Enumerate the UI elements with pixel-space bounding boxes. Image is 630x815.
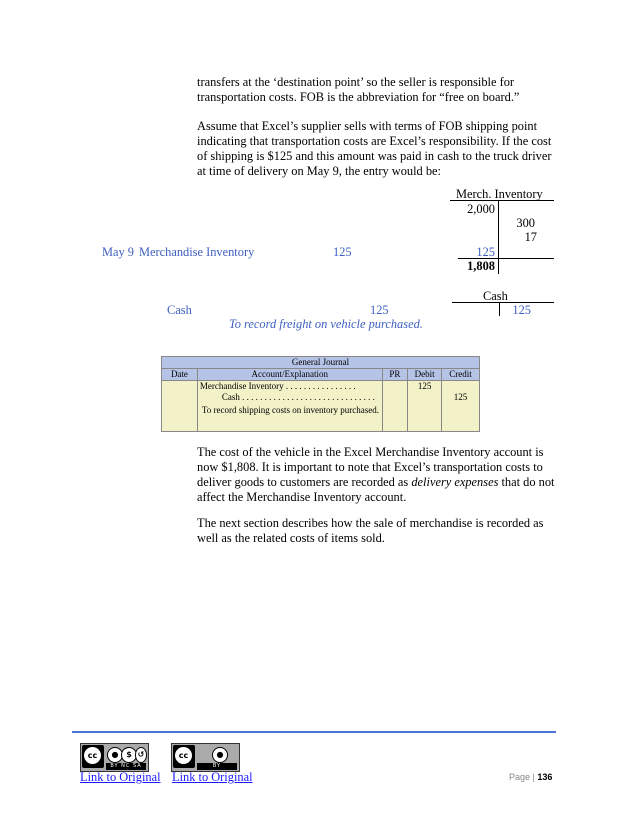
footer-rule xyxy=(72,731,556,733)
journal-credit-amount: 125 xyxy=(453,392,468,402)
journal-cell-account xyxy=(197,381,382,432)
page-indicator xyxy=(509,772,552,782)
journal-header-credit: Credit xyxy=(442,369,480,381)
link-to-original-2[interactable]: Link to Original xyxy=(172,770,253,784)
journal-header-pr: PR xyxy=(382,369,408,381)
entry-explanation: To record freight on vehicle purchased. xyxy=(229,317,423,331)
cc-logo-icon: cc xyxy=(82,745,104,768)
link-to-original-1[interactable]: Link to Original xyxy=(80,770,161,784)
journal-header-debit: Debit xyxy=(408,369,442,381)
t-account-top-rule xyxy=(452,302,554,303)
debit-2000: 2,000 xyxy=(467,202,495,216)
t-account-center-rule xyxy=(498,200,499,274)
page-number: 136 xyxy=(537,772,553,782)
delivery-expenses-term: delivery expenses xyxy=(411,475,499,489)
paragraph-text-a: The cost of the vehicle in the Excel Merchandise Inventory account is now $1,808. It is important to note that Excel’s transportation costs to deliver goods to customers are recorded as xyxy=(197,445,544,489)
sa-icon: ↺ xyxy=(135,747,147,763)
credit-300: 300 xyxy=(516,216,535,230)
t-account-title: Cash xyxy=(483,289,508,303)
entry-debit-amount: 125 xyxy=(333,245,352,259)
paragraph-next-section: The next section describes how the sale of merchandise is recorded as well as the related costs of items sold. xyxy=(197,516,544,545)
t-account-title: Merch. Inventory xyxy=(456,187,543,201)
journal-row xyxy=(162,381,480,432)
journal-header-date: Date xyxy=(162,369,198,381)
balance-1808: 1,808 xyxy=(467,259,495,273)
t-account-top-rule xyxy=(450,200,554,201)
journal-cell-date xyxy=(162,381,198,432)
by-icon: ● xyxy=(107,747,123,763)
entry-date: May 9 xyxy=(102,245,135,259)
credit-17: 17 xyxy=(524,230,537,244)
cash-credit-125: 125 xyxy=(512,303,531,317)
journal-credit-line: Cash . . . . . . . . . . . . . . . . . . . . . . . . . . . . . . xyxy=(221,392,375,402)
journal-debit-amount: 125 xyxy=(417,381,432,391)
license-badge-labels: BY NC SA xyxy=(106,763,146,770)
license-badge-labels: BY xyxy=(197,763,237,770)
nc-icon: $ xyxy=(121,747,137,763)
journal-explanation: To record shipping costs on inventory purchased. xyxy=(201,405,379,415)
cc-logo-icon: cc xyxy=(173,745,195,768)
paragraph-fob-destination: transfers at the ‘destination point’ so the seller is responsible for transportation costs. FOB is the abbreviation for “free on board.” xyxy=(197,75,520,104)
page-label: Page | xyxy=(509,772,535,782)
journal-cell-debit xyxy=(408,381,442,432)
by-icon: ● xyxy=(212,747,228,763)
journal-title: General Journal xyxy=(162,357,480,369)
paragraph-text-b: that do not affect the Merchandise Inventory account. xyxy=(197,475,555,504)
entry-credit-amount: 125 xyxy=(370,303,389,317)
t-account-center-rule xyxy=(499,302,500,316)
entry-debit-account: Merchandise Inventory xyxy=(139,245,255,259)
debit-125: 125 xyxy=(476,245,495,259)
journal-cell-pr xyxy=(382,381,408,432)
general-journal xyxy=(161,356,480,432)
cc-by-nc-sa-badge[interactable] xyxy=(80,743,149,772)
cc-by-badge[interactable] xyxy=(171,743,240,772)
journal-header-account: Account/Explanation xyxy=(197,369,382,381)
paragraph-vehicle-cost xyxy=(197,445,557,505)
entry-credit-account: Cash xyxy=(167,303,192,317)
journal-debit-line: Merchandise Inventory . . . . . . . . . . . . . . . . xyxy=(199,381,356,391)
paragraph-fob-shipping: Assume that Excel’s supplier sells with terms of FOB shipping point indicating that transportation costs are Excel’s responsibility. If the cost of shipping is $125 and this amount was paid in cash to the truck driver at time of delivery on May 9, the entry would be: xyxy=(197,119,552,178)
journal-cell-credit xyxy=(442,381,480,432)
